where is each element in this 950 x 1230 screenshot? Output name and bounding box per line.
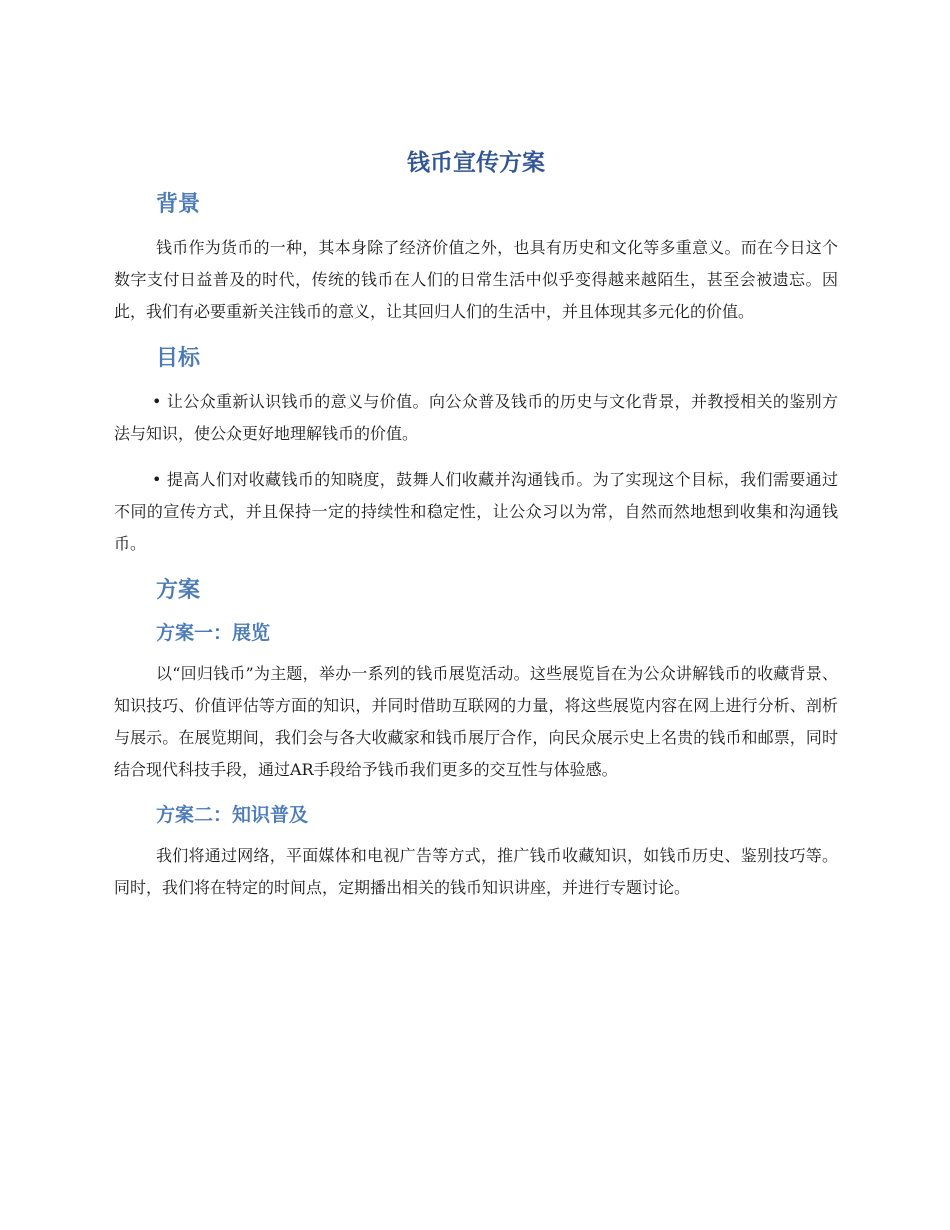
heading-plan-1: 方案一：展览 xyxy=(156,622,271,644)
goal-item-1: • 让公众重新认识钱币的意义与价值。向公众普及钱币的历史与文化背景，并教授相关的鉴别方法与知识，使公众更好地理解钱币的价值。 xyxy=(114,392,838,443)
heading-goals: 目标 xyxy=(156,346,201,371)
heading-background: 背景 xyxy=(156,192,201,217)
paragraph-plan-1: 以“回归钱币”为主题，举办一系列的钱币展览活动。这些展览旨在为公众讲解钱币的收藏背景、知识技巧、价值评估等方面的知识，并同时借助互联网的力量，将这些展览内容在网上进行分析、剖析与展示。在展览期间，我们会与各大收藏家和钱币展厅合作，向民众展示史上名贵的钱币和邮票，同时结合现代科技手段，通过AR手段给予钱币我们更多的交互性与体验感。 xyxy=(114,664,838,779)
goal-item-2: • 提高人们对收藏钱币的知晓度，鼓舞人们收藏并沟通钱币。为了实现这个目标，我们需要通过不同的宣传方式，并且保持一定的持续性和稳定性，让公众习以为常，自然而然地想到收集和沟通钱币。 xyxy=(114,470,838,553)
document-title: 钱币宣传方案 xyxy=(407,150,545,176)
paragraph-background: 钱币作为货币的一种，其本身除了经济价值之外，也具有历史和文化等多重意义。而在今日这个数字支付日益普及的时代，传统的钱币在人们的日常生活中似乎变得越来越陌生，甚至会被遗忘。因此，我们有必要重新关注钱币的意义，让其回归人们的生活中，并且体现其多元化的价值。 xyxy=(114,238,838,321)
heading-plan-2: 方案二：知识普及 xyxy=(156,804,309,826)
heading-plans: 方案 xyxy=(156,578,201,603)
paragraph-plan-2: 我们将通过网络，平面媒体和电视广告等方式，推广钱币收藏知识，如钱币历史、鉴别技巧等。同时，我们将在特定的时间点，定期播出相关的钱币知识讲座，并进行专题讨论。 xyxy=(114,846,838,897)
